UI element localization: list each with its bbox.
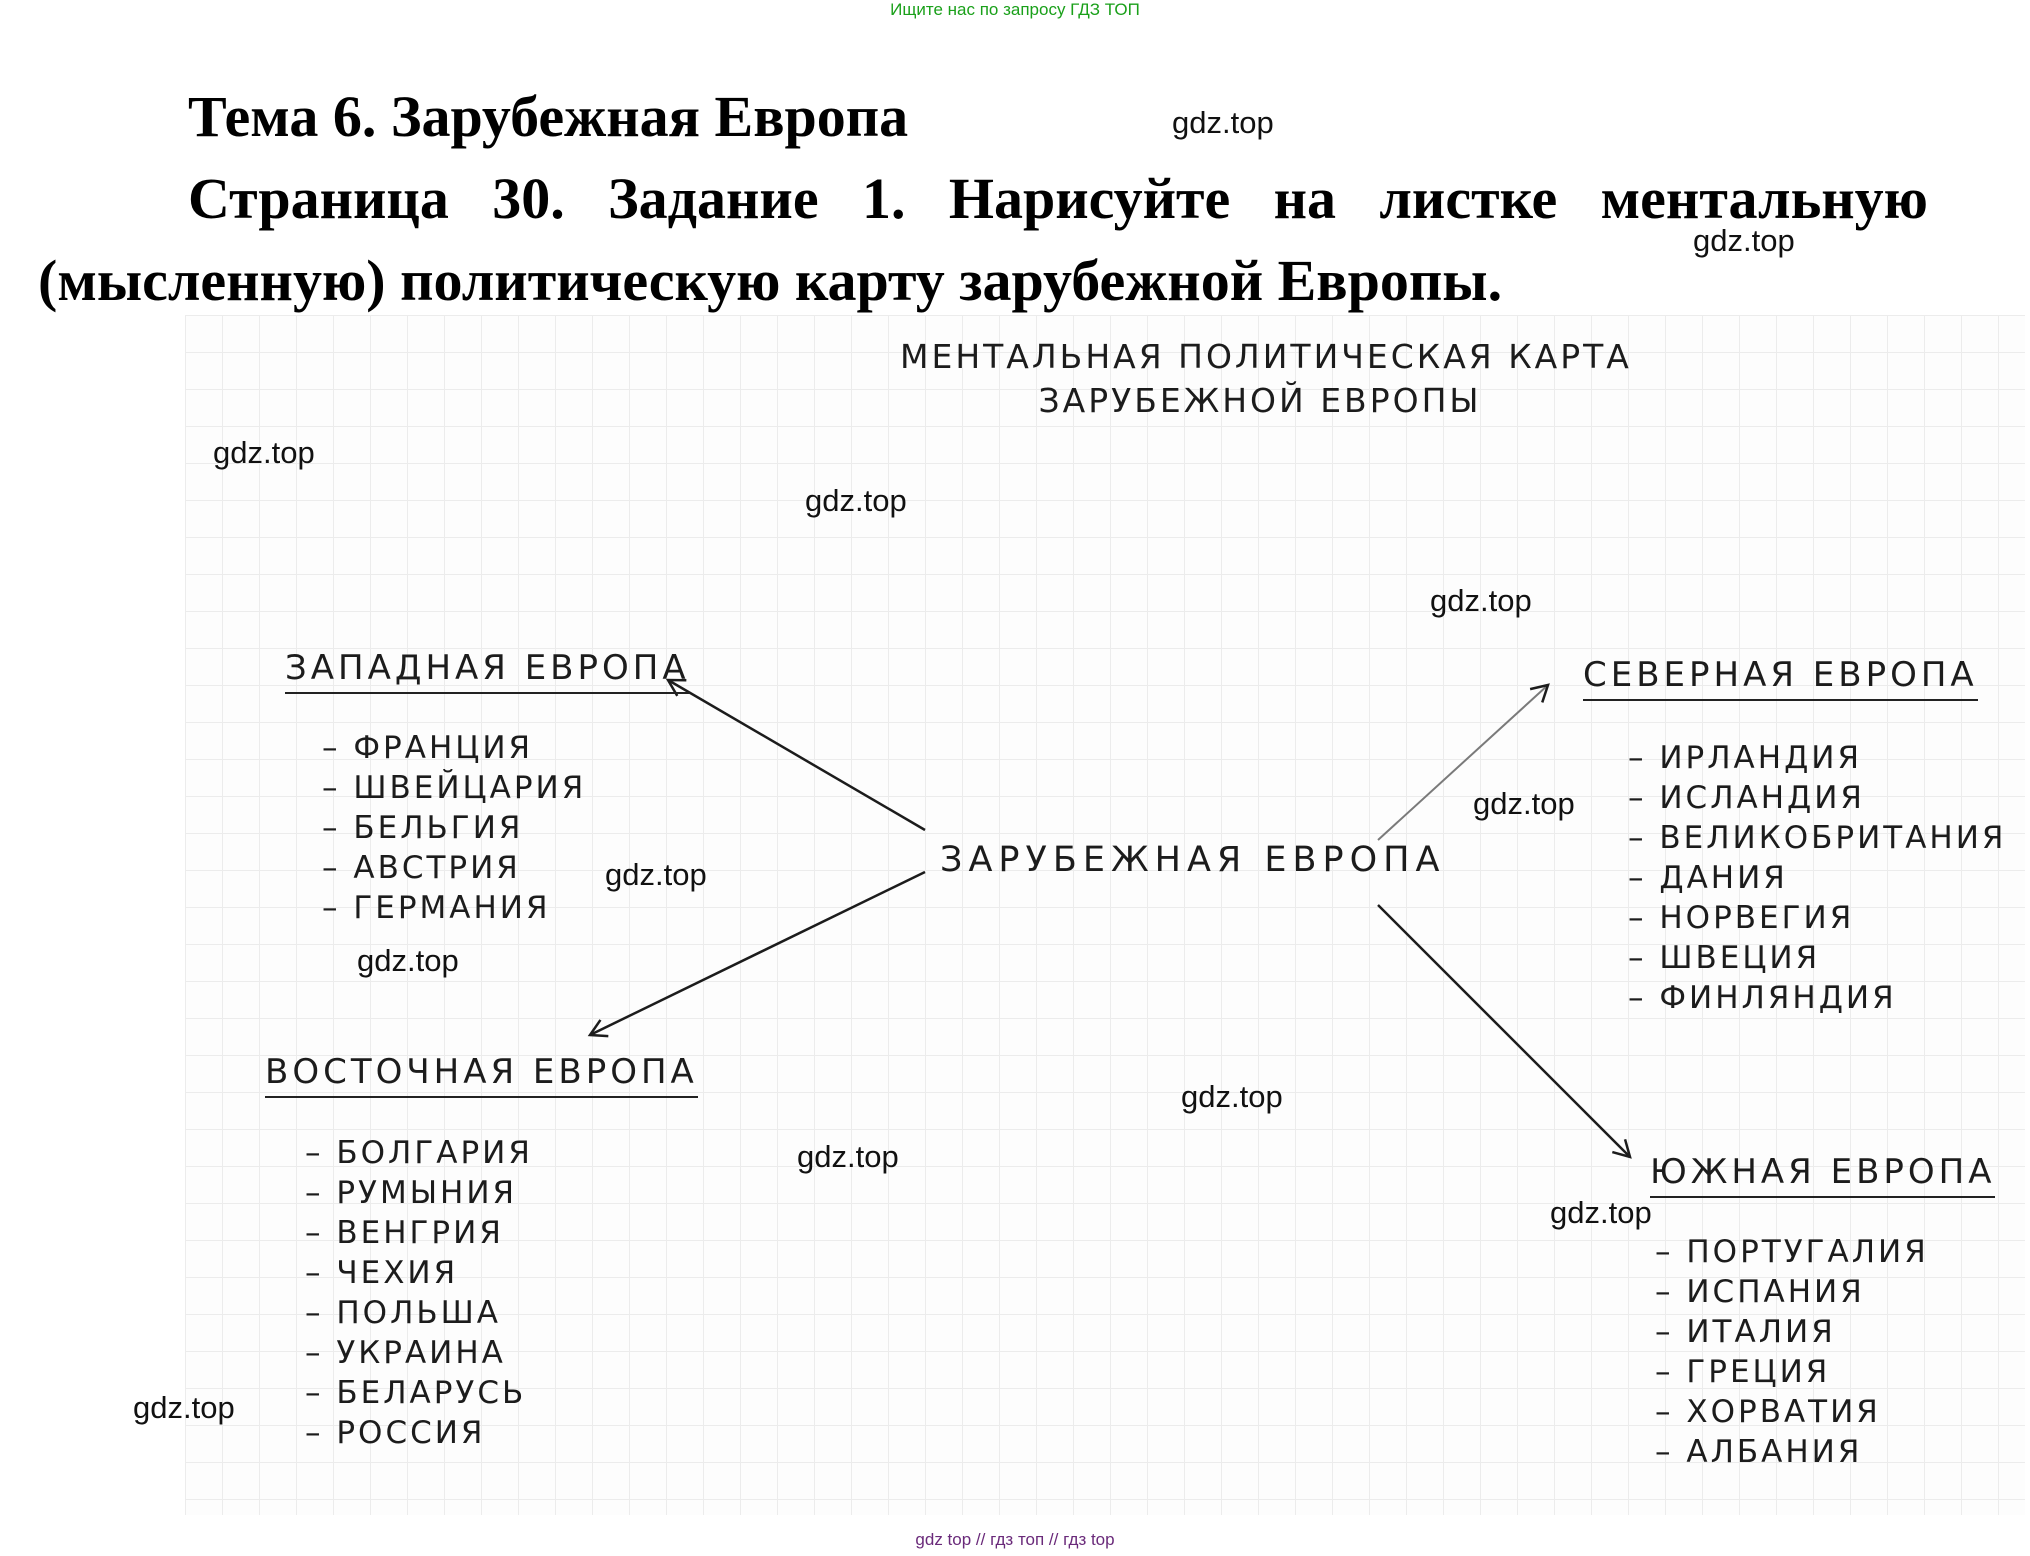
region-title-south: ЮЖНАЯ ЕВРОПА	[1650, 1152, 1995, 1198]
list-item: – ПОЛЬША	[305, 1293, 533, 1333]
watermark: gdz.top	[213, 435, 315, 470]
watermark: gdz.top	[605, 857, 707, 892]
watermark: gdz.top	[1430, 583, 1532, 618]
list-item: – УКРАИНА	[305, 1333, 533, 1373]
region-title-west: ЗАПАДНАЯ ЕВРОПА	[285, 648, 690, 694]
map-title-line2: ЗАРУБЕЖНОЙ ЕВРОПЫ	[1038, 381, 1482, 420]
list-item: – РОССИЯ	[305, 1413, 533, 1453]
country-list-south	[1655, 1232, 1929, 1472]
map-title-line1: МЕНТАЛЬНАЯ ПОЛИТИЧЕСКАЯ КАРТА	[900, 337, 1632, 376]
list-item: – ИСЛАНДИЯ	[1628, 778, 2006, 818]
list-item: – ГЕРМАНИЯ	[322, 888, 586, 928]
list-item: – ВЕНГРИЯ	[305, 1213, 533, 1253]
arrow-west	[668, 680, 925, 830]
list-item: – БОЛГАРИЯ	[305, 1133, 533, 1173]
list-item: – БЕЛЬГИЯ	[322, 808, 586, 848]
list-item: – ИТАЛИЯ	[1655, 1312, 1929, 1352]
list-item: – ШВЕЦИЯ	[1628, 938, 2006, 978]
arrow-east	[590, 872, 925, 1035]
country-list-west	[322, 728, 586, 928]
top-banner-link[interactable]: Ищите нас по запросу ГДЗ ТОП	[890, 0, 1140, 19]
list-item: – ГРЕЦИЯ	[1655, 1352, 1929, 1392]
watermark: gdz.top	[1181, 1079, 1283, 1114]
list-item: – БЕЛАРУСЬ	[305, 1373, 533, 1413]
list-item: – ИСПАНИЯ	[1655, 1272, 1929, 1312]
watermark: gdz.top	[1693, 223, 1795, 258]
watermark: gdz.top	[1550, 1195, 1652, 1230]
list-item: – АВСТРИЯ	[322, 848, 586, 888]
list-item: – ВЕЛИКОБРИТАНИЯ	[1628, 818, 2006, 858]
list-item: – НОРВЕГИЯ	[1628, 898, 2006, 938]
list-item: – РУМЫНИЯ	[305, 1173, 533, 1213]
task-text: Страница 30. Задание 1. Нарисуйте на листке ментальную (мысленную) политическую карту зарубежной Европы.	[38, 166, 1928, 313]
list-item: – ХОРВАТИЯ	[1655, 1392, 1929, 1432]
country-list-east	[305, 1133, 533, 1453]
watermark: gdz.top	[1473, 786, 1575, 821]
list-item: – ПОРТУГАЛИЯ	[1655, 1232, 1929, 1272]
list-item: – ИРЛАНДИЯ	[1628, 738, 2006, 778]
country-list-north	[1628, 738, 2006, 1018]
region-title-east: ВОСТОЧНАЯ ЕВРОПА	[265, 1052, 698, 1098]
watermark: gdz.top	[797, 1139, 899, 1174]
arrow-south	[1378, 905, 1630, 1157]
watermark: gdz.top	[1172, 105, 1274, 140]
footer-links[interactable]: gdz top // гдз топ // гдз top	[915, 1530, 1115, 1549]
list-item: – ШВЕЙЦАРИЯ	[322, 768, 586, 808]
list-item: – АЛБАНИЯ	[1655, 1432, 1929, 1472]
list-item: – ДАНИЯ	[1628, 858, 2006, 898]
list-item: – ФИНЛЯНДИЯ	[1628, 978, 2006, 1018]
map-title	[900, 335, 1632, 423]
watermark: gdz.top	[805, 483, 907, 518]
region-title-north: СЕВЕРНАЯ ЕВРОПА	[1583, 655, 1978, 701]
watermark: gdz.top	[133, 1390, 235, 1425]
list-item: – ФРАНЦИЯ	[322, 728, 586, 768]
topic-title: Тема 6. Зарубежная Европа	[188, 84, 909, 149]
watermark: gdz.top	[357, 943, 459, 978]
list-item: – ЧЕХИЯ	[305, 1253, 533, 1293]
center-node: ЗАРУБЕЖНАЯ ЕВРОПА	[940, 840, 1446, 880]
